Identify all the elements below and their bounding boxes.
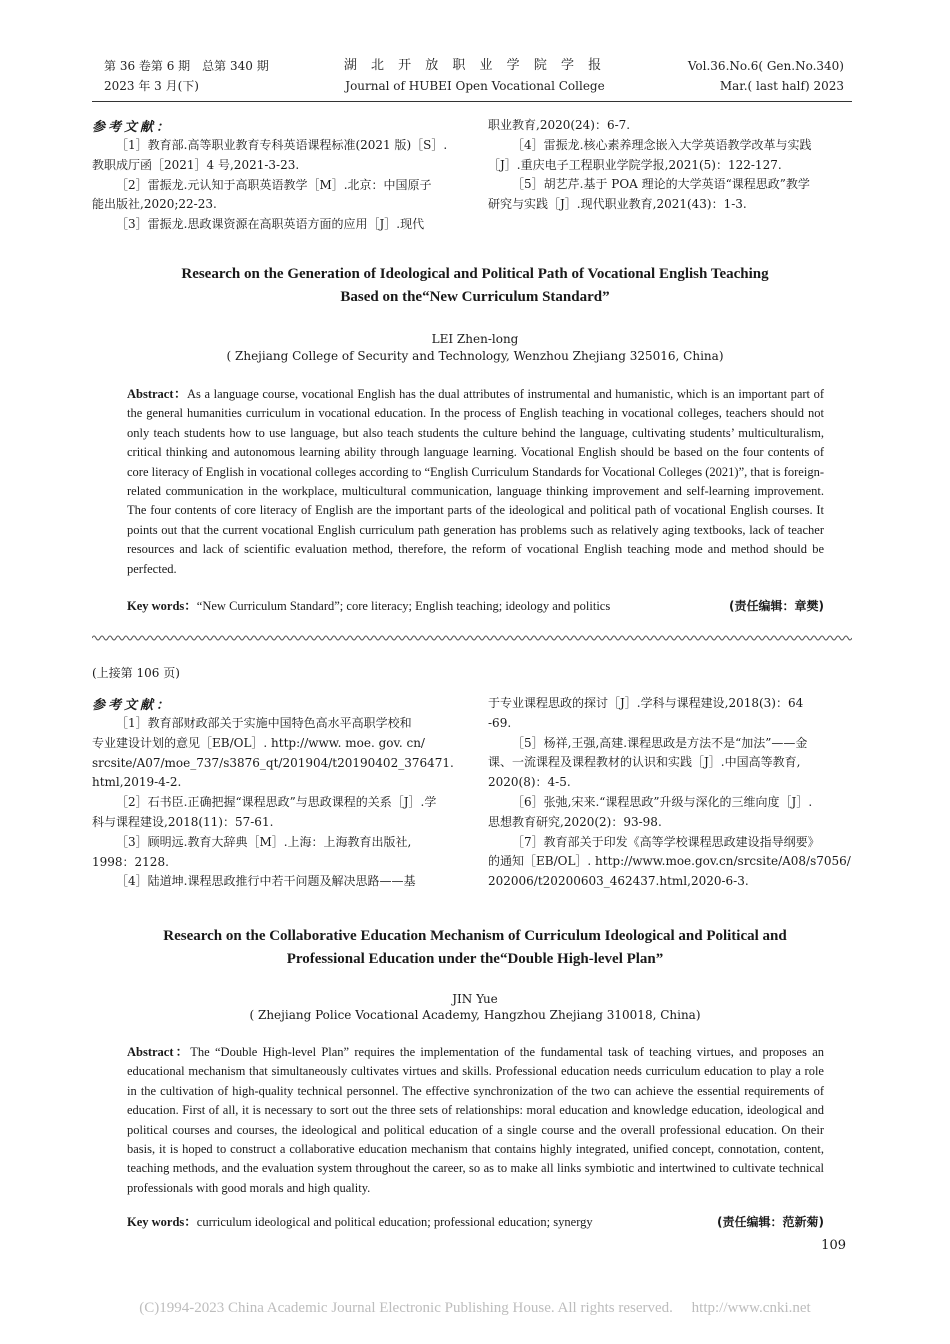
- abstract-text: As a language course, vocational English has the dual attributes of instrumental and humanistic, which is an important part of the general humanities curriculum in vocational education. In the process of English teaching in vocational colleges, teachers should not only teach students how to use language, but also teach students the culture behind the language, cultivating students’ multiculturalism, critical thinking and autonomous learning ability through language learning. Vocational English should be based on the four contents of core literacy of English in vocational colleges according to “English Curriculum Standards for Vocational Colleges (2021)”, that is foreign-related communication in the workplace, multicultural communication, language thinking improvement and self-learning improvement. The four contents of core literacy of English are the important parts of the ideological and political path of vocational English courses. It points out that the current vocational English curriculum path generation has problems such as relatively aging textbooks, lack of teacher resources and lack of scientific evaluation method, therefore, the reform of vocational English teaching mode and method should be perfected.: [127, 387, 825, 576]
- reference-line: ［1］教育部.高等职业教育专科英语课程标准(2021 版)［S］.: [116, 138, 448, 152]
- keywords-text: “New Curriculum Standard”; core literacy; English teaching; ideology and politics: [196, 599, 611, 613]
- reference-line: html,2019-4-2.: [92, 775, 182, 790]
- keywords-text: curriculum ideological and political education; professional education; synergy: [196, 1215, 593, 1229]
- reference-line: ［5］杨祥,王强,高建.课程思政是方法不是“加法”——金: [512, 735, 808, 750]
- reference-line: ［2］石书臣.正确把握“课程思政”与思政课程的关系［J］.学: [116, 795, 437, 810]
- volume-issue: 第 36 卷第 6 期 总第 340 期: [104, 59, 269, 73]
- reference-line: 的通知［EB/OL］. http://www.moe.gov.cn/srcsite/A08/s7056/: [488, 854, 851, 869]
- reference-line: 1998：2128.: [92, 854, 169, 869]
- header-right: [688, 56, 844, 96]
- header-left: [104, 56, 269, 96]
- abstract-label: Abstract：: [127, 1045, 191, 1059]
- references-heading-2: 参考文献：: [92, 698, 173, 713]
- reference-line: 科与课程建设,2018(11)：57-61.: [92, 814, 274, 829]
- reference-line: 专业建设计划的意见［EB/OL］. http://www. moe. gov. cn/: [92, 735, 425, 750]
- reference-line: 研究与实践［J］.现代职业教育,2021(43)：1-3.: [488, 197, 747, 212]
- abstract-text: The “Double High-level Plan” requires the implementation of the fundamental task of teaching virtues, and proposes an educational mechanism that simultaneously cultivates virtues and skills. Professional education needs curriculum education to play a role in the cultivation of high-quality technical personnel. The effective synchronization of the two can achieve the essential requirements of education. First of all, it is necessary to sort out the three sets of relationships: moral education and knowledge education, ideological and political courses and courses, the ideological and political education of a single course and the overall professional education. On their basis, it is hoped to construct a collaborative education mechanism that contains highly integrated, unified concept, connotation, content, teaching methods, and the evaluation system throughout the career, so as to make all links symbiotic and intertwined to cultivate technical professionals with good morals and high quality.: [127, 1045, 824, 1195]
- journal-title-en: Journal of HUBEI Open Vocational College: [345, 79, 605, 93]
- reference-line: 能出版社,2020;22-23.: [92, 197, 217, 212]
- article-1-title: [110, 263, 840, 309]
- reference-line: ［1］教育部财政部关于实施中国特色高水平高职学校和: [116, 716, 412, 730]
- wavy-divider: [92, 634, 852, 642]
- header-rule: [92, 101, 852, 102]
- article-1-affiliation: ( Zhejiang College of Security and Technology, Wenzhou Zhejiang 325016, China): [226, 349, 724, 363]
- keywords-label: Key words：: [127, 1215, 197, 1229]
- article-1-abstract: [127, 385, 824, 579]
- references-1-left: [92, 136, 467, 235]
- reference-line: ［4］雷振龙.核心素养理念嵌入大学英语教学改革与实践: [512, 137, 812, 152]
- article-1-keywords: [127, 597, 824, 616]
- reference-line: ［6］张弛,宋来.“课程思政”升级与深化的三维向度［J］.: [512, 794, 813, 809]
- reference-line: 职业教育,2020(24)：6-7.: [488, 118, 631, 132]
- references-2-left: [92, 714, 467, 892]
- copyright-footer: (C)1994-2023 China Academic Journal Electronic Publishing House. All rights reserved. http://www.cnki.net: [139, 1300, 811, 1316]
- article-2-keywords: [127, 1213, 824, 1232]
- reference-line: ［2］雷振龙.元认知于高职英语教学［M］.北京：中国原子: [116, 177, 432, 192]
- journal-title-cn: 湖 北 开 放 职 业 学 院 学 报: [343, 58, 607, 73]
- reference-line: 2020(8)：4-5.: [488, 775, 571, 790]
- reference-line: ［J］.重庆电子工程职业学院学报,2021(5)：122-127.: [488, 157, 782, 172]
- article-2-title: [110, 925, 840, 971]
- volume-issue-en: Vol.36.No.6( Gen.No.340): [687, 59, 844, 73]
- header-center: [300, 56, 650, 96]
- continued-note: (上接第 106 页): [92, 666, 180, 680]
- reference-line: 于专业课程思政的探讨［J］.学科与课程建设,2018(3)：64: [488, 696, 804, 710]
- references-heading-1: 参考文献：: [92, 120, 173, 135]
- title-line: Research on the Collaborative Education Mechanism of Curriculum Ideological and Political and: [163, 928, 787, 944]
- reference-line: srcsite/A07/moe_737/s3876_qt/201904/t20190402_376471.: [92, 755, 454, 770]
- reference-line: 教职成厅函［2021］4 号,2021-3-23.: [92, 157, 300, 172]
- issue-date-en: Mar.( last half) 2023: [719, 79, 844, 93]
- reference-line: 课、一流课程及课程教材的认识和实践［J］.中国高等教育,: [488, 755, 801, 770]
- editor-note: (责任编辑：章樊): [729, 599, 824, 613]
- title-line: Professional Education under the“Double High-level Plan”: [286, 951, 664, 967]
- editor-note: (责任编辑：范新菊): [717, 1215, 824, 1229]
- title-line: Based on the“New Curriculum Standard”: [340, 289, 610, 305]
- issue-date: 2023 年 3 月(下): [104, 79, 199, 93]
- reference-line: ［5］胡艺芹.基于 POA 理论的大学英语“课程思政”教学: [512, 177, 810, 192]
- reference-line: ［7］教育部关于印发《高等学校课程思政建设指导纲要》: [512, 834, 820, 849]
- reference-line: ［3］顾明远.教育大辞典［M］.上海：上海教育出版社,: [116, 834, 412, 849]
- reference-line: ［4］陆道坤.课程思政推行中若干问题及解决思路——基: [116, 874, 416, 889]
- article-2-abstract: [127, 1043, 824, 1198]
- title-line: Research on the Generation of Ideological and Political Path of Vocational English Teaching: [181, 266, 769, 282]
- reference-line: 思想教育研究,2020(2)：93-98.: [488, 814, 662, 829]
- reference-line: ［3］雷振龙.思政课资源在高职英语方面的应用［J］.现代: [116, 217, 425, 232]
- reference-line: -69.: [488, 715, 512, 730]
- references-1-right: [488, 116, 863, 215]
- article-1-author: LEI Zhen-long: [431, 332, 519, 346]
- references-2-right: [488, 694, 863, 892]
- keywords-label: Key words：: [127, 599, 197, 613]
- reference-line: 202006/t20200603_462437.html,2020-6-3.: [488, 874, 749, 889]
- page-number: 109: [821, 1238, 846, 1253]
- article-2-author: JIN Yue: [452, 992, 498, 1006]
- abstract-label: Abstract：: [127, 387, 187, 401]
- article-2-affiliation: ( Zhejiang Police Vocational Academy, Hangzhou Zhejiang 310018, China): [249, 1008, 701, 1022]
